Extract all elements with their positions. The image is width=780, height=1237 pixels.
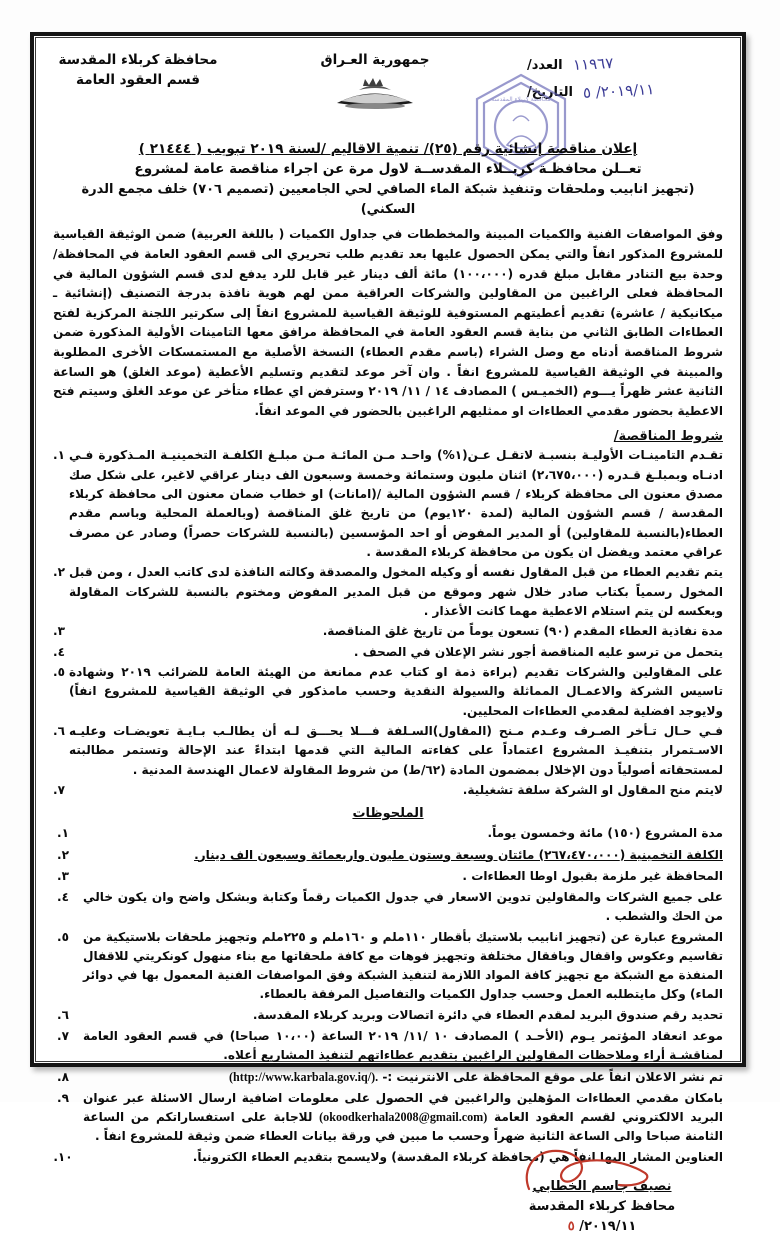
document-content <box>39 41 737 1235</box>
signature-date <box>487 1217 717 1237</box>
condition-text: يتحمل من ترسو عليه المناقصة أجور نشر الإعلان في الصحف . <box>353 644 723 659</box>
condition-number: ٤. <box>53 644 65 659</box>
condition-text: فـي حـال تـأخر الصـرف وعـدم مـنح (المقاول)السـلفة فـــلا يحـــق لـه أن يطالـب بـايـة تعويضـات وعليـه الاسـتمرار بتنفيـذ المشروع اعتماداً على كفاءته المالية التي قدمها ابتداءً عند الإحالة وتستمر مطالبته لمستحقاته أصولياً دون الإخلال بمضمون المادة (٦٢/ط) من شروط المقاولة لاعمال الهندسة المدنية . <box>69 724 723 777</box>
announcement-title <box>53 139 723 219</box>
intro-paragraph: وفق المواصفات الفنية والكميات المبينة والمخططات في جداول الكميات ( باللغة العربية) ضمن الوثيقة القياسية للمشروع المذكور انفاً والتي يمكن الحصول عليها بعد تقديم طلب تحريري الى قسم العقود العامة في المحافظة/ وحدة بيع التنادر مقابل مبلغ قدره (١٠٠،٠٠٠) مائة ألف دينار غير قابل للرد يدفع لدى قسم الشؤون المالية في المحافظة فعلى الراغبين من المقاولين والشركات العراقية ممن لهم هوية نافذة بدرجة التصنيف (إنشائية ـ ميكانيكية / عاشرة) تقديم أعطيتهم المستوفية للوثيقة القياسية للمشروع انفاً إلى سكرتير اللجنة المركزية لفتح العطاءات الطابق الثاني من بناية قسم العقود العامة في المحافظة مرافق معها التامينات الأولية المذكورة ضمن شروط المناقصة أدناه مع وصل الشراء (باسم مقدم العطاء) النسخة الأصلية مع المستمسكات الأخرى المطلوبة والمبينة في الوثيقة القياسية للمشروع انفاً . وان آخر موعد لتقديم وتسليم الأعطية (موعد الغلق) هو الساعة الثانية عشر ظهراً يـــوم (الخميـس ) المصادف ١٤ / ١١/ ٢٠١٩ وسترفض اي عطاء متأخر عن موعد الغلق وسيتم فتح الاعطية بحضور مقدمي العطاءات او ممثليهم الراغبين بالحضور في الموعد انفاً. <box>53 227 723 418</box>
note-text: الكلفة التخمينية (٢٦٧،٤٧٠،٠٠٠) مائتان وسبعة وستون مليون واربعمائة وسبعون الف دينار. <box>194 847 723 862</box>
signature-date-day: ٥ <box>567 1219 575 1235</box>
svg-text:محافظة كربلاء المقدسة: محافظة كربلاء المقدسة <box>491 96 551 103</box>
note-text: مدة المشروع (١٥٠) مائة وخمسون يوماً. <box>487 826 723 841</box>
note-item <box>53 1006 723 1025</box>
signatory-title: محافظ كربلاء المقدسة <box>528 1198 676 1214</box>
note-item <box>53 1148 723 1167</box>
condition-item <box>53 446 723 562</box>
signatory-name: نصيف جاسم الخطابي <box>532 1179 672 1195</box>
note-text-part-b: للاجابة على استفساراتكم من الساعة الثامنة صباحا والى الساعة الثانية ضهراً وحسب ما مبين في ورقة بيانات العطاء ضمن وثيقة للمشروع انفاً . <box>83 1109 723 1143</box>
notes-list <box>53 824 723 1167</box>
note-text: العناوين المشار اليها انفاً هي (محافظة كربلاء المقدسة) ولايسمح بتقديم العطاء الكترونياً. <box>192 1149 723 1164</box>
note-item <box>53 1089 723 1146</box>
condition-item <box>53 622 723 641</box>
date-label: التاريخ/ <box>527 85 574 100</box>
website-link[interactable]: (http://www.karbala.gov.iq/). <box>228 1069 379 1084</box>
note-number: ٣. <box>57 868 69 883</box>
note-text-with-email <box>83 1089 723 1146</box>
note-text: تحديد رقم صندوق البريد لمقدم العطاء في دائرة اتصالات وبريد كربلاء المقدسة. <box>252 1008 723 1023</box>
note-text: المشروع عبارة عن (تجهيز انابيب بلاستيك بأقطار ١١٠ملم و ١٦٠ملم و ٢٢٥ملم وتجهيز ملحقات بلاستيكية من تقاسيم وعكوس واقفال وبافقال مختلفة وتجهيز فوهات مع كافة ملحقاتها مع بناء منهول كونكريتي للاقفال المنفذة مع الشبكة مع تجهيز كافة المواد اللازمة لتنفيذ الشبكة وفق المواصفات الفنية المعمول بها في دوائر الماء) وكل مايتطلبه العمل وحسب جداول الكميات والتفاصيل المرفقة بالعطاء. <box>83 929 723 1002</box>
note-text-part-a: بامكان مقدمي العطاءات المؤهلين والراغبين في الحصول على معلومات اضافية ارسال الاسئلة عبر عنوان البريد الالكتروني لقسم العقود العامة <box>83 1090 723 1124</box>
condition-text: تقـدم التامينـات الأوليـة بنسبـة لاتقـل عـن(١%) واحـد مـن المائـة مـن مبلـغ الكلفـة التخمينيـة المـذكورة فـي ادنـاه وبمبلـغ قـدره (٢،٦٧٥،٠٠٠) اثنان مليون وستمائة وخمسة وسبعون الف دينار عراقي لاغير، على شكل صك مصدق معنون الى محافظة كربلاء / قسم الشؤون المالية /(امانات) او خطاب ضمان معنون الى محافظة كربلاء المقدسة / قسم الشؤون المالية (لمدة ١٢٠يوم) من تاريخ غلق المناقصة (وبالعملة المحلية وباسم مقدم العطاء(بالنسبة للمقاولين) أو المدير المفوض أو احد المؤسسين (بالنسبة للشركات حصراً) وصادر عن مصرف عراقي معتمد ويفضل ان يكون من محافظة كربلاء المقدسة . <box>69 448 723 559</box>
email-link[interactable]: (okoodkerhala2008@gmail.com) <box>319 1109 488 1124</box>
condition-item <box>53 781 723 800</box>
condition-number: ٣. <box>53 624 65 639</box>
condition-text: لايتم منح المقاول او الشركة سلفة تشغيلية. <box>462 783 723 798</box>
note-item <box>53 888 723 926</box>
tender-title-line: إعلان مناقصة إنشائية رقم (٢٥)/ تنمية الاقاليم /لسنة ٢٠١٩ تبويب ( ٢١٤٤٤ ) <box>138 141 638 157</box>
note-number: ٧. <box>57 1029 69 1044</box>
department-name: قسم العقود العامة <box>76 71 200 88</box>
note-text: تم نشر الاعلان انفاً على موقع المحافظة على الانترنيت :- <box>382 1069 723 1084</box>
note-text: على جميع الشركات والمقاولين تدوين الاسعار في جدول الكميات رقماً وكتابة وبشكل واضح وان يكون خالي من الحك والشطب . <box>83 889 723 923</box>
note-number: ٦. <box>57 1008 69 1023</box>
condition-text: يتم تقديم العطاء من قبل المقاول نفسه أو وكيله المخول والمصدقة وكالته النافذة لدى كاتب العدل ، ومن قبل المخول رسمياً بكتاب صادر خلال شهر وموقع من قبل المدير المفوض ومختوم بالنسبة للشركات المقاولة وبعكسه لن يتم استلام الاعطية مهما كانت الأعذار . <box>69 565 723 618</box>
note-item <box>53 1068 723 1087</box>
note-item <box>53 846 723 865</box>
note-number: ٢. <box>57 847 69 862</box>
note-item <box>53 1027 723 1065</box>
conditions-list <box>53 446 723 800</box>
condition-text: مدة نفاذية العطاء المقدم (٩٠) تسعون يوماً من تاريخ غلق المناقصة. <box>322 624 723 639</box>
note-number: ٩. <box>57 1090 69 1105</box>
republic-title: جمهورية العـراق <box>320 52 430 68</box>
note-text-with-link <box>83 1068 723 1087</box>
condition-item <box>53 563 723 621</box>
note-number: ٤. <box>57 889 69 904</box>
document-header <box>53 49 723 145</box>
note-text: المحافظة غير ملزمة بقبول اوطا العطاءات . <box>462 868 723 883</box>
reference-block <box>527 49 723 109</box>
signature-date-prefix: ٢٠١٩/١١/ <box>579 1219 637 1235</box>
number-value: ١١٩٦٧ <box>572 53 614 75</box>
note-number: ٨. <box>57 1069 69 1084</box>
condition-text: على المقاولين والشركات تقديم (براءة ذمة او كتاب عدم ممانعة من الهيئة العامة للضرائب ٢٠١٩ وشهادة تاسيس الشركة والاعمـال المماثلة والسيولة النقدية وحسب مامذكور في الوثيقة القياسية للمشروع انفاً) ولايوجد افضلية لمقدمي العطاءات المحليين. <box>69 665 723 718</box>
note-text: موعد انعقاد المؤتمر يـوم (الأحـد ) المصادف ١٠ /١١/ ٢٠١٩ الساعة (١٠،٠٠ صباحا) في قسم العقود العامة لمناقشـة أراء وملاحظات المقاولين الراغبين بتقديم عطاءاتهم لتنفيذ المشاريع أعلاه. <box>83 1029 724 1063</box>
condition-number: ٥. <box>53 665 65 680</box>
condition-number: ٧. <box>53 783 65 798</box>
iraq-eagle-emblem <box>329 76 421 110</box>
date-line <box>527 82 723 100</box>
note-item <box>53 928 723 1004</box>
number-line <box>527 55 723 73</box>
tender-announce-line: تعــلن محافظـة كربــلاء المقدســة لاول مرة عن اجراء مناقصة عامة لمشروع <box>134 161 642 178</box>
condition-item <box>53 722 723 780</box>
note-item <box>53 867 723 886</box>
condition-item <box>53 643 723 662</box>
document-sheet <box>30 32 746 1235</box>
note-number: ١. <box>57 826 69 841</box>
notes-heading: الملحوظات <box>352 806 424 822</box>
republic-block <box>321 49 430 110</box>
note-number: ١٠. <box>53 1149 73 1164</box>
signature-block <box>487 1177 717 1237</box>
date-value: ٢٠١٩/١١/ ٥ <box>582 80 655 102</box>
project-title-line: (تجهيز انابيب وملحقات وتنفيذ شبكة الماء الصافي لحي الجامعيين (تصميم ٧٠٦) خلف مجمع الدرة السكني) <box>81 182 695 217</box>
issuing-authority <box>53 49 223 90</box>
conditions-heading: شروط المناقصة/ <box>613 429 723 445</box>
condition-item <box>53 663 723 721</box>
number-label: العدد/ <box>527 58 563 73</box>
note-item <box>53 824 723 843</box>
authority-name: محافظة كربلاء المقدسة <box>58 52 218 68</box>
note-number: ٥. <box>57 929 69 944</box>
condition-number: ١. <box>53 448 65 463</box>
condition-number: ٢. <box>53 565 65 580</box>
condition-number: ٦. <box>53 724 65 739</box>
